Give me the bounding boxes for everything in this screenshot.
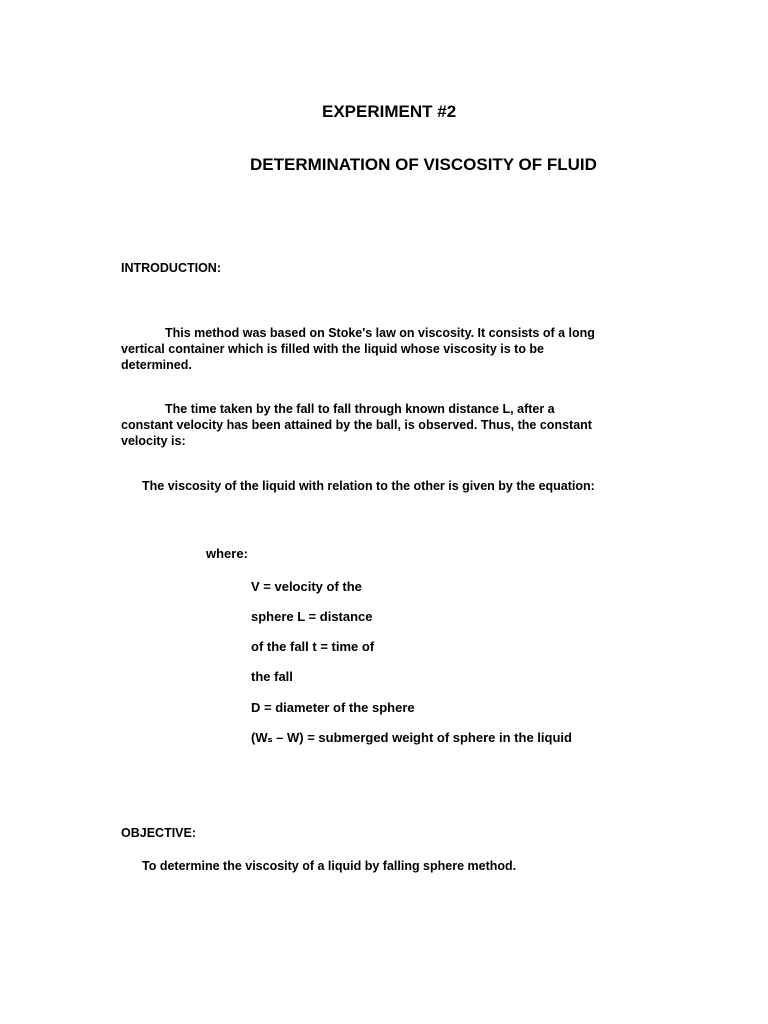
definition-line: V = velocity of the <box>251 579 362 594</box>
definition-line: the fall <box>251 669 293 684</box>
paragraph-line: The time taken by the fall to fall through known distance L, after a <box>165 402 555 416</box>
definition-line: of the fall t = time of <box>251 639 375 654</box>
paragraph-line: vertical container which is filled with the liquid whose viscosity is to be <box>121 342 545 356</box>
paragraph-line: constant velocity has been attained by the ball, is observed. Thus, the constant <box>121 418 592 432</box>
definition-line: D = diameter of the sphere <box>251 700 415 715</box>
viscosity-equation-text: The viscosity of the liquid with relation to the other is given by the equation: <box>142 479 595 493</box>
definition-line: (Wₛ – W) = submerged weight of sphere in the liquid <box>251 730 572 745</box>
objective-text: To determine the viscosity of a liquid by falling sphere method. <box>142 859 517 873</box>
paragraph-line: This method was based on Stoke's law on viscosity. It consists of a long <box>165 326 595 340</box>
experiment-title: EXPERIMENT #2 <box>322 102 457 121</box>
where-label: where: <box>206 546 248 561</box>
paragraph-line: velocity is: <box>121 434 186 448</box>
paragraph-line: determined. <box>121 358 192 372</box>
objective-heading: OBJECTIVE: <box>121 826 197 840</box>
document-subtitle: DETERMINATION OF VISCOSITY OF FLUID <box>250 155 597 174</box>
definition-line: sphere L = distance <box>251 609 373 624</box>
introduction-heading: INTRODUCTION: <box>121 261 221 275</box>
